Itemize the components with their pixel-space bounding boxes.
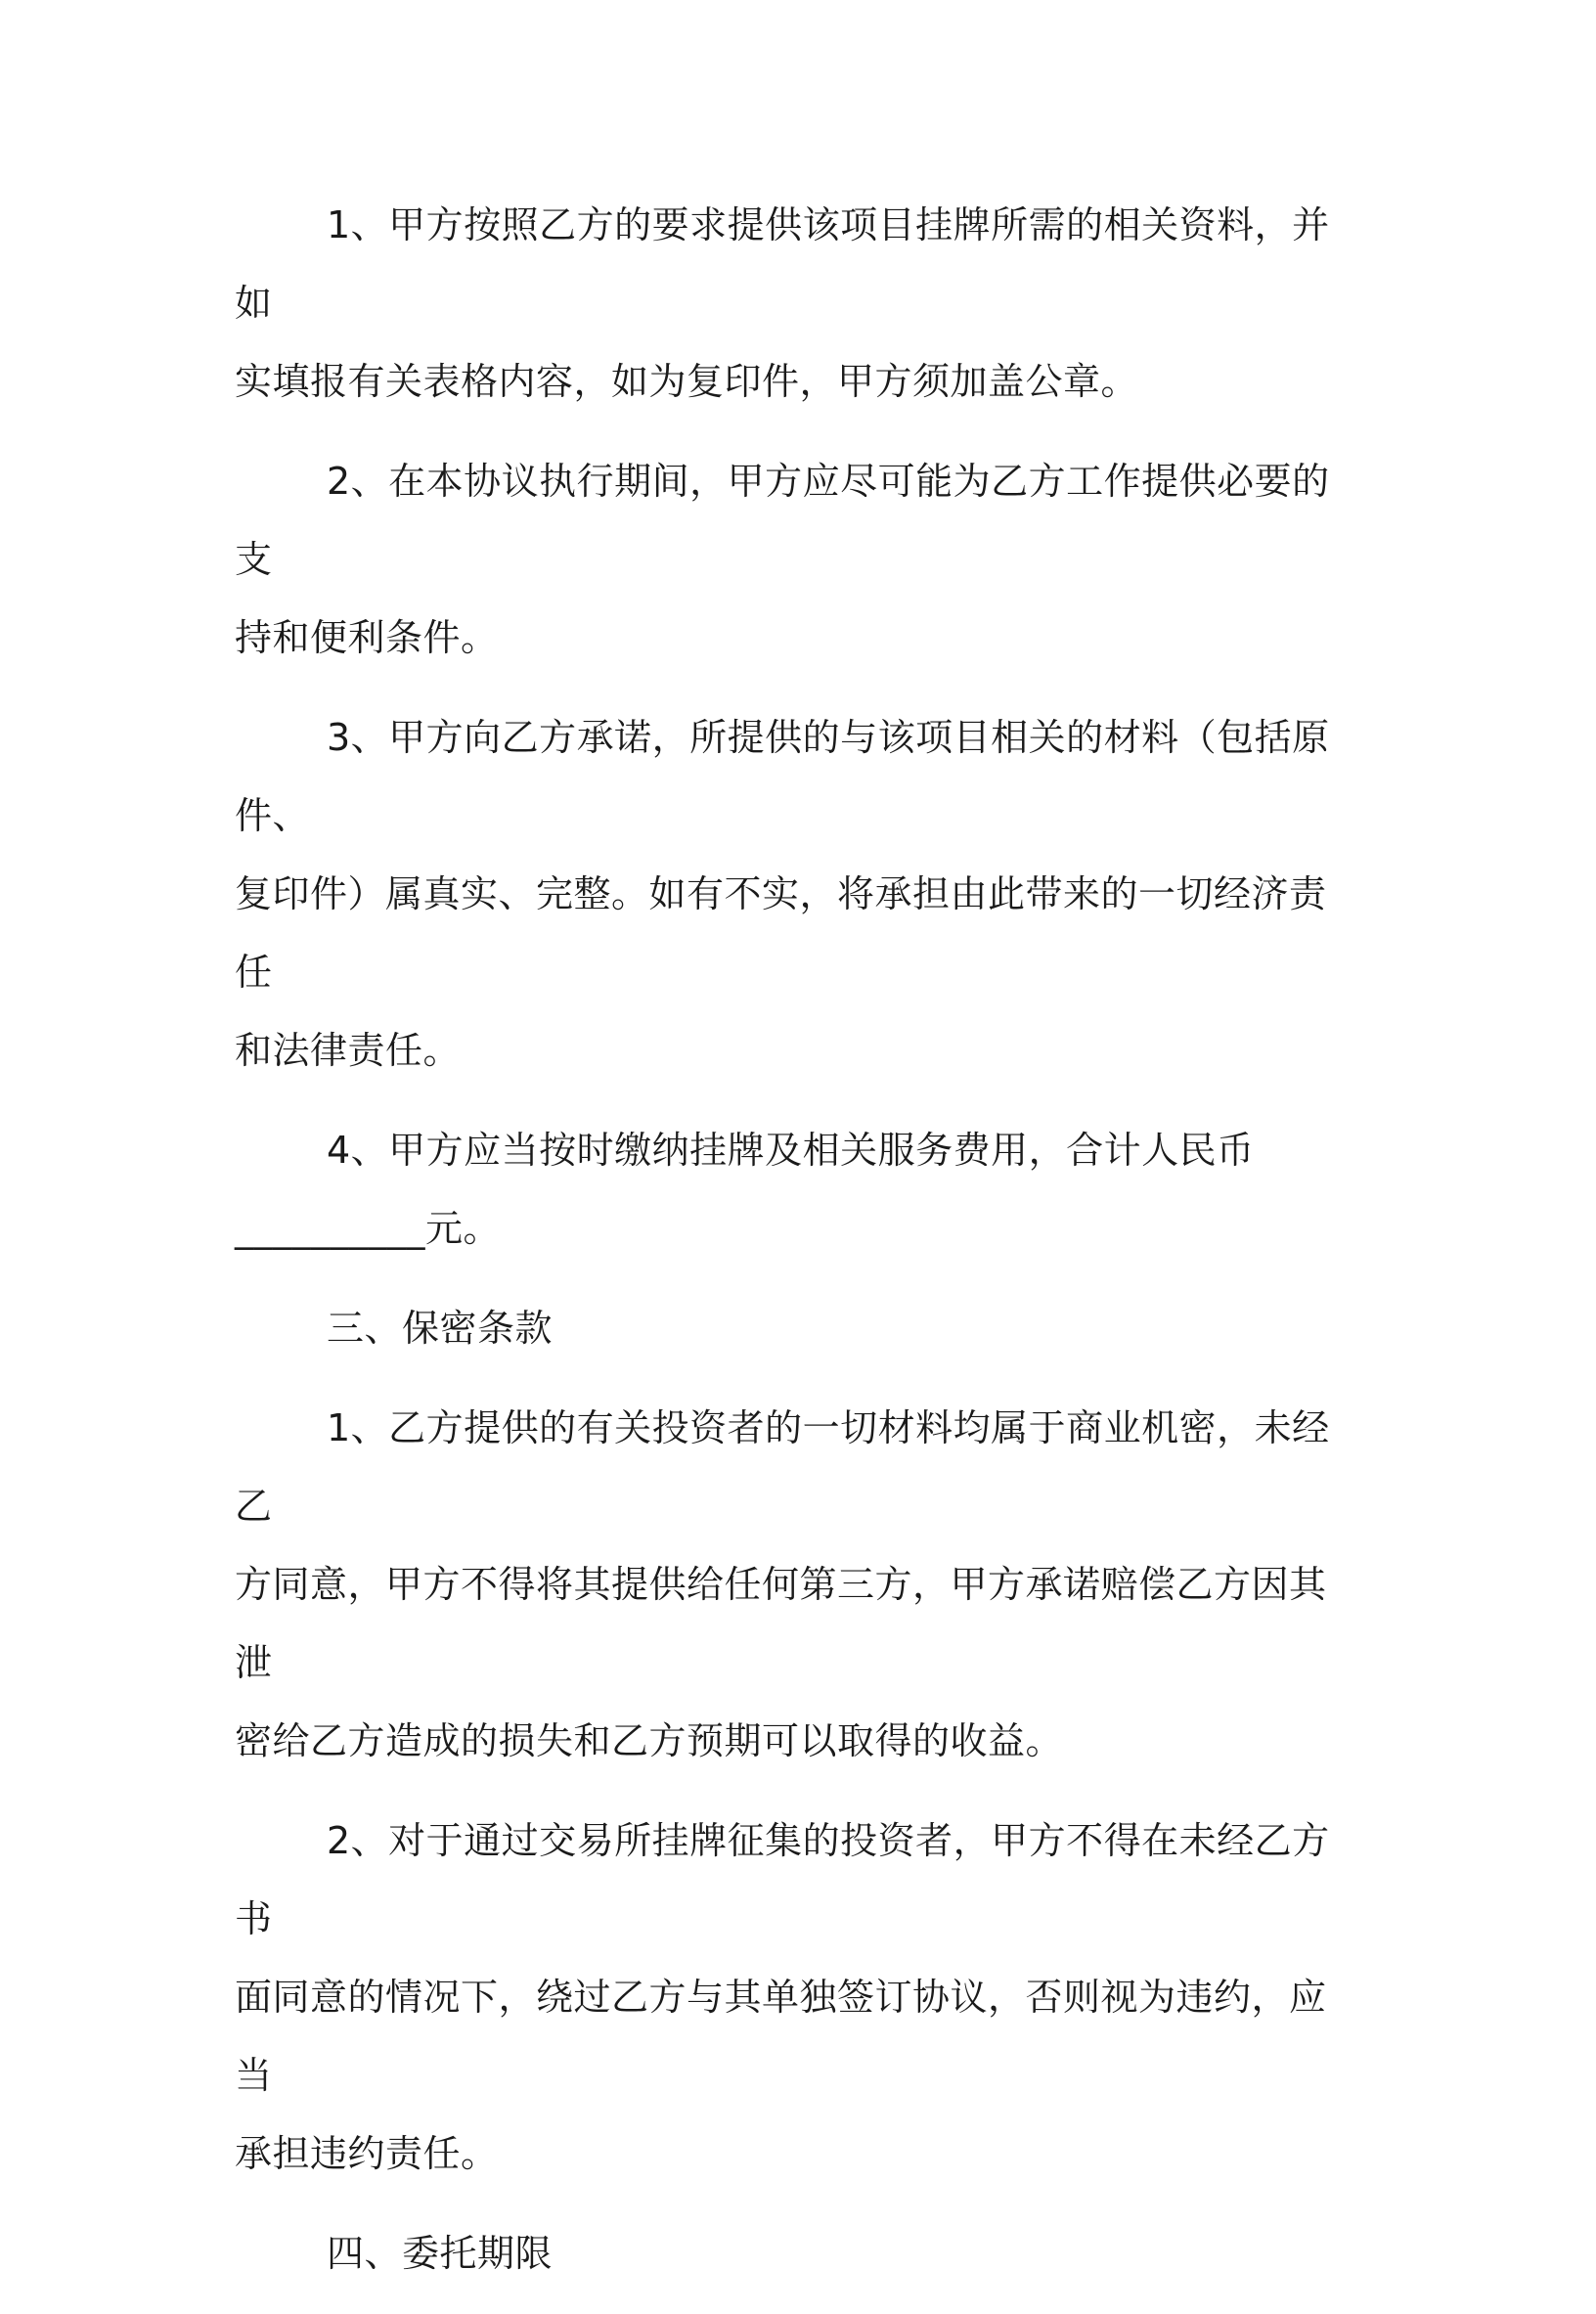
section-heading-confidentiality bbox=[235, 1289, 1330, 1367]
paragraph-line: 4、甲方应当按时缴纳挂牌及相关服务费用，合计人民币 bbox=[327, 1129, 1255, 1172]
paragraph-line: 实填报有关表格内容，如为复印件，甲方须加盖公章。 bbox=[235, 360, 1139, 403]
section-heading-term bbox=[235, 2214, 1330, 2292]
paragraph-line: 密给乙方造成的损失和乙方预期可以取得的收益。 bbox=[235, 1719, 1064, 1762]
section-heading: 三、保密条款 bbox=[327, 1307, 554, 1350]
paragraph-confidentiality-1 bbox=[235, 1389, 1330, 1780]
paragraph-line: __________元。 bbox=[235, 1207, 502, 1250]
paragraph-line: 持和便利条件。 bbox=[235, 616, 499, 659]
paragraph-confidentiality-2 bbox=[235, 1802, 1330, 2193]
paragraph-line: 3、甲方向乙方承诺，所提供的与该项目相关的材料（包括原件、 bbox=[235, 716, 1330, 837]
document-body bbox=[235, 186, 1330, 2314]
paragraph-line: 面同意的情况下，绕过乙方与其单独签订协议，否则视为违约，应当 bbox=[235, 1976, 1327, 2097]
paragraph-obligation-2 bbox=[235, 442, 1330, 677]
section-heading: 四、委托期限 bbox=[327, 2232, 554, 2275]
paragraph-line: 承担违约责任。 bbox=[235, 2132, 499, 2175]
paragraph-line: 方同意，甲方不得将其提供给任何第三方，甲方承诺赔偿乙方因其泄 bbox=[235, 1563, 1327, 1684]
paragraph-obligation-4 bbox=[235, 1111, 1330, 1268]
paragraph-line: 复印件）属真实、完整。如有不实，将承担由此带来的一切经济责任 bbox=[235, 872, 1327, 994]
paragraph-line: 1、甲方按照乙方的要求提供该项目挂牌所需的相关资料，并如 bbox=[235, 203, 1330, 325]
paragraph-line: 1、乙方提供的有关投资者的一切材料均属于商业机密，未经乙 bbox=[235, 1406, 1330, 1528]
paragraph-obligation-3 bbox=[235, 698, 1330, 1090]
paragraph-line: 2、在本协议执行期间，甲方应尽可能为乙方工作提供必要的支 bbox=[235, 460, 1330, 581]
paragraph-obligation-1 bbox=[235, 186, 1330, 421]
paragraph-line: 和法律责任。 bbox=[235, 1029, 462, 1072]
paragraph-line: 2、对于通过交易所挂牌征集的投资者，甲方不得在未经乙方书 bbox=[235, 1819, 1330, 1940]
